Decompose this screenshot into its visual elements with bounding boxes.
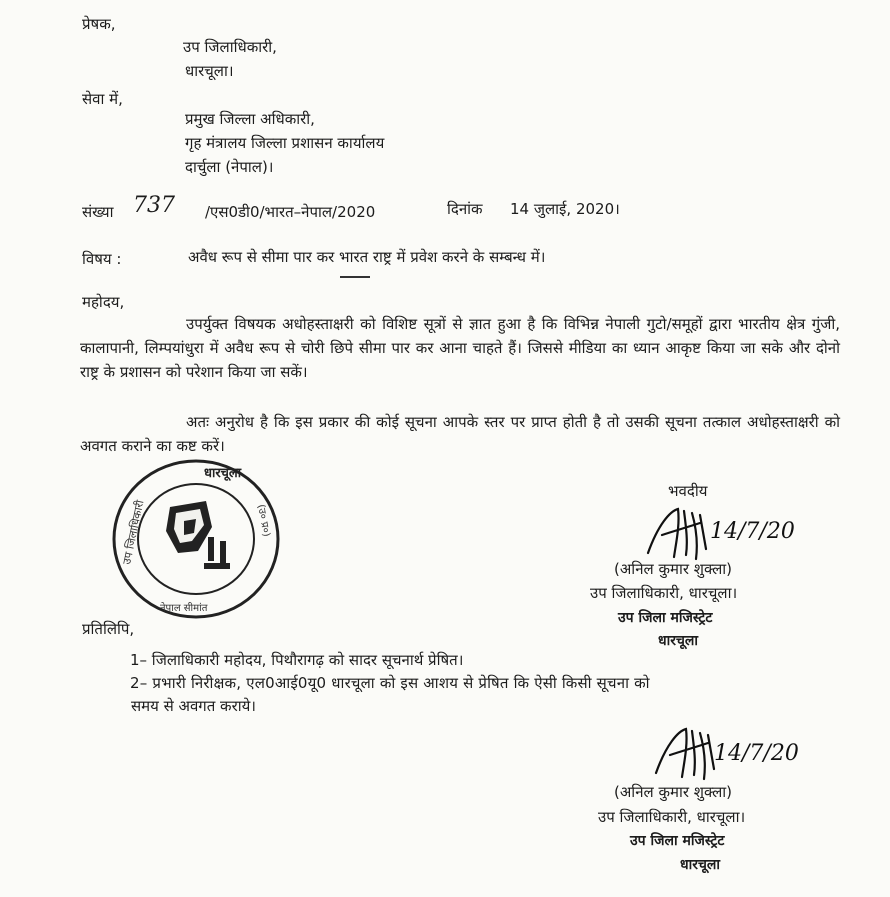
- signature-1-date: 14/7/20: [710, 519, 795, 544]
- signature-2-date: 14/7/20: [714, 741, 799, 766]
- recipient-designation: प्रमुख जिल्ला अधिकारी,: [185, 110, 315, 128]
- signature-2-name: (अनिल कुमार शुक्ला): [614, 783, 733, 801]
- stamp-left-text: उप जिलाधिकारी: [120, 498, 147, 566]
- office-stamp: [108, 455, 288, 625]
- signature-2-seal-line2: धारचूला: [680, 857, 720, 873]
- signature-1-seal-line1: उप जिला मजिस्ट्रेट: [618, 610, 713, 626]
- body-paragraph-2: अतः अनुरोध है कि इस प्रकार की कोई सूचना आपके स्तर पर प्राप्त होती है तो उसकी सूचना तत्काल अधोहस्ताक्षरी को अवगत कराने का कष्ट करें।: [80, 413, 840, 455]
- reference-number: 737: [133, 193, 175, 218]
- reference-file: /एस0डी0/भारत–नेपाल/2020: [205, 203, 376, 221]
- subject-label: विषय :: [82, 250, 122, 268]
- subject-text: अवैध रूप से सीमा पार कर भारत राष्ट्र में प्रवेश करने के सम्बन्ध में।: [188, 248, 546, 266]
- copy-item-2-cont: समय से अवगत कराये।: [131, 697, 256, 715]
- salutation: महोदय,: [82, 293, 125, 311]
- reference-label: संख्या: [82, 203, 114, 221]
- recipient-office: गृह मंत्रालय जिल्ला प्रशासन कार्यालय: [185, 134, 385, 152]
- stamp-graphic: [108, 455, 288, 625]
- subject-underline: [340, 276, 370, 278]
- copy-item-1: 1– जिलाधिकारी महोदय, पिथौरागढ़ को सादर सूचनार्थ प्रेषित।: [130, 651, 464, 669]
- date-label: दिनांक: [447, 200, 483, 218]
- signature-2-designation: उप जिलाधिकारी, धारचूला।: [598, 808, 746, 826]
- closing-text: भवदीय: [668, 482, 708, 500]
- copy-label: प्रतिलिपि,: [82, 620, 135, 638]
- recipient-label: सेवा में,: [82, 90, 123, 108]
- sender-place: धारचूला।: [185, 62, 234, 80]
- stamp-right-text: (उ० प्र०): [255, 503, 272, 538]
- recipient-place: दार्चुला (नेपाल)।: [185, 158, 274, 176]
- sender-label: प्रेषक,: [82, 15, 116, 33]
- stamp-top-text: धारचूला: [204, 466, 242, 481]
- signature-2: [648, 725, 828, 785]
- signature-1-scribble: [640, 505, 720, 565]
- body-paragraph-1: उपर्युक्त विषयक अधोहस्ताक्षरी को विशिष्ट सूत्रों से ज्ञात हुआ है कि विभिन्न नेपाली गुटो/समूहों द्वारा भारतीय क्षेत्र गुंजी, कालापानी, लिम्पयांधुरा में अवैध रूप से चोरी छिपे सीमा पार कर आना चाहते हैं। जिससे मीडिया का ध्यान आकृष्ट किया जा सके और दोनो राष्ट्र के प्रशासन को परेशान किया जा सकें।: [80, 315, 840, 381]
- signature-2-seal-line1: उप जिला मजिस्ट्रेट: [630, 833, 725, 849]
- letter-date: 14 जुलाई, 2020।: [510, 200, 620, 218]
- copy-item-2: 2– प्रभारी निरीक्षक, एल0आई0यू0 धारचूला को इस आशय से प्रेषित कि ऐसी किसी सूचना को: [130, 674, 650, 692]
- signature-1-designation: उप जिलाधिकारी, धारचूला।: [590, 584, 738, 602]
- emblem-icon: [166, 501, 230, 569]
- signature-1: [640, 505, 820, 565]
- stamp-bottom-text: नेपाल सीमांत: [160, 603, 208, 614]
- sender-designation: उप जिलाधिकारी,: [183, 38, 277, 56]
- signature-1-name: (अनिल कुमार शुक्ला): [614, 560, 733, 578]
- signature-1-seal-line2: धारचूला: [658, 633, 698, 649]
